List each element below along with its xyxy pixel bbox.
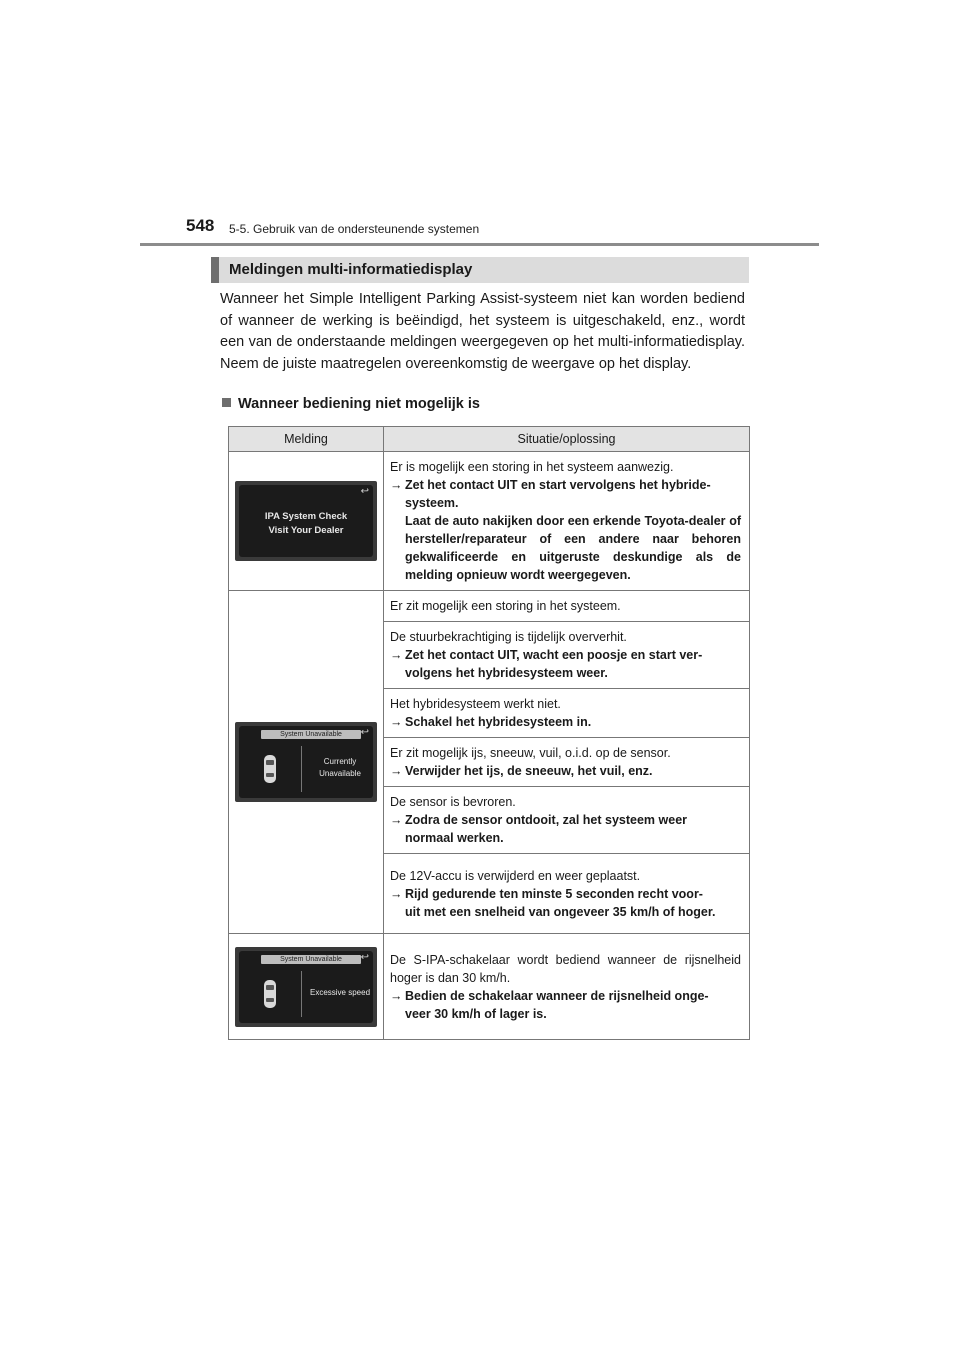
action <box>390 987 741 1005</box>
action-text: Rijd gedurende ten minste 5 seconden recht voor- <box>405 886 703 901</box>
action <box>390 713 741 731</box>
car-top-view-icon <box>263 754 277 784</box>
action-text: Bedien de schakelaar wanneer de rijsnelheid onge- <box>405 988 709 1003</box>
display-screen-ipa-check <box>235 481 377 561</box>
column-header-situation: Situatie/oplossing <box>384 427 750 452</box>
situation-text: De stuurbekrachtiging is tijdelijk oververhit. <box>390 630 627 644</box>
header-rule <box>140 243 819 246</box>
action <box>390 646 741 664</box>
message-image-cell <box>229 934 384 1040</box>
situation-text: De 12V-accu is verwijderd en weer geplaatst. <box>390 868 641 883</box>
table-header-row <box>229 427 750 452</box>
square-bullet-icon <box>222 398 231 407</box>
situation-text: Het hybridesysteem werkt niet. <box>390 697 561 711</box>
screen-line-1: IPA System Check <box>264 511 348 522</box>
screen-divider <box>301 746 302 792</box>
arrow-right-icon: → <box>390 988 403 1003</box>
action-continuation: veer 30 km/h of lager is. <box>405 1006 547 1021</box>
screen-divider <box>301 971 302 1017</box>
status-line-1: Excessive speed <box>309 987 371 997</box>
situation-cell <box>384 622 750 689</box>
situation-text: De sensor is bevroren. <box>390 795 516 809</box>
system-unavailable-banner: System Unavailable <box>261 955 361 964</box>
back-arrow-icon: ↩ <box>360 951 369 963</box>
back-arrow-icon: ↩ <box>360 486 369 497</box>
messages-table <box>228 426 750 1040</box>
screen-line-2: Visit Your Dealer <box>268 525 344 536</box>
action-text: Zodra de sensor ontdooit, zal het systeem weer <box>405 813 688 827</box>
arrow-right-icon: → <box>390 886 403 901</box>
action-continuation: normaal werken. <box>405 831 504 845</box>
situation-cell <box>384 787 750 854</box>
action-extra: Laat de auto nakijken door een erkende Toyota-dealer of hersteller/reparateur of een andere naar behoren gekwalificeerde en uitgeruste deskundige als de melding opnieuw wordt weergegeven. <box>405 514 741 582</box>
status-line-1: Currently <box>323 757 357 766</box>
page-number: 548 <box>186 216 215 235</box>
action-text: Zet het contact UIT en start vervolgens het hybride- <box>405 478 711 492</box>
situation-cell <box>384 452 750 591</box>
situation-text: Er zit mogelijk een storing in het systeem. <box>390 599 621 613</box>
action <box>390 811 741 829</box>
action-continuation: volgens het hybridesysteem weer. <box>405 666 608 680</box>
action-continuation: uit met een snelheid van ongeveer 35 km/h of hoger. <box>405 904 716 919</box>
display-screen-unavailable <box>235 722 377 802</box>
status-line-2: Unavailable <box>319 769 361 778</box>
table-row <box>229 452 750 591</box>
action <box>390 885 741 903</box>
arrow-right-icon: → <box>390 813 403 827</box>
arrow-right-icon: → <box>390 764 403 778</box>
situation-cell <box>384 689 750 738</box>
system-unavailable-banner: System Unavailable <box>261 730 361 739</box>
section-title: 5-5. Gebruik van de ondersteunende systemen <box>229 222 480 236</box>
action-continuation: systeem. <box>405 496 459 510</box>
message-image-cell <box>229 591 384 934</box>
column-header-message: Melding <box>229 427 384 452</box>
message-image-cell <box>229 452 384 591</box>
action <box>390 762 741 780</box>
intro-paragraph: Wanneer het Simple Intelligent Parking Assist-systeem niet kan worden bediend of wanneer de werking is beëindigd, het systeem is uitgeschakeld, enz., wordt een van de onderstaande meldingen weergegeven op het multi-informatiedisplay. Neem de juiste maatregelen overeenkomstig de weergave op het display. <box>220 291 745 372</box>
subheading <box>222 396 480 412</box>
situation-text: Er zit mogelijk ijs, sneeuw, vuil, o.i.d. op de sensor. <box>390 746 671 760</box>
situation-cell <box>384 591 750 622</box>
section-heading: Meldingen multi-informatiedisplay <box>211 257 749 283</box>
situation-cell <box>384 738 750 787</box>
arrow-right-icon: → <box>390 478 403 492</box>
display-screen-excessive-speed <box>235 947 377 1027</box>
car-top-view-icon <box>263 979 277 1009</box>
arrow-right-icon: → <box>390 715 403 729</box>
action-text: Schakel het hybridesysteem in. <box>405 715 592 729</box>
action-text: Zet het contact UIT, wacht een poosje en start ver- <box>405 648 703 662</box>
arrow-right-icon: → <box>390 648 403 662</box>
situation-text: De S-IPA-schakelaar wordt bediend wanneer de rijsnelheid hoger is dan 30 km/h. <box>390 952 741 985</box>
situation-cell <box>384 934 750 1040</box>
situation-text: Er is mogelijk een storing in het systeem aanwezig. <box>390 460 674 474</box>
action-text: Verwijder het ijs, de sneeuw, het vuil, enz. <box>405 764 653 778</box>
action <box>390 476 741 494</box>
table-row <box>229 591 750 622</box>
subheading-text: Wanneer bediening niet mogelijk is <box>238 396 480 412</box>
table-row <box>229 934 750 1040</box>
situation-cell <box>384 854 750 934</box>
back-arrow-icon: ↩ <box>360 727 369 738</box>
